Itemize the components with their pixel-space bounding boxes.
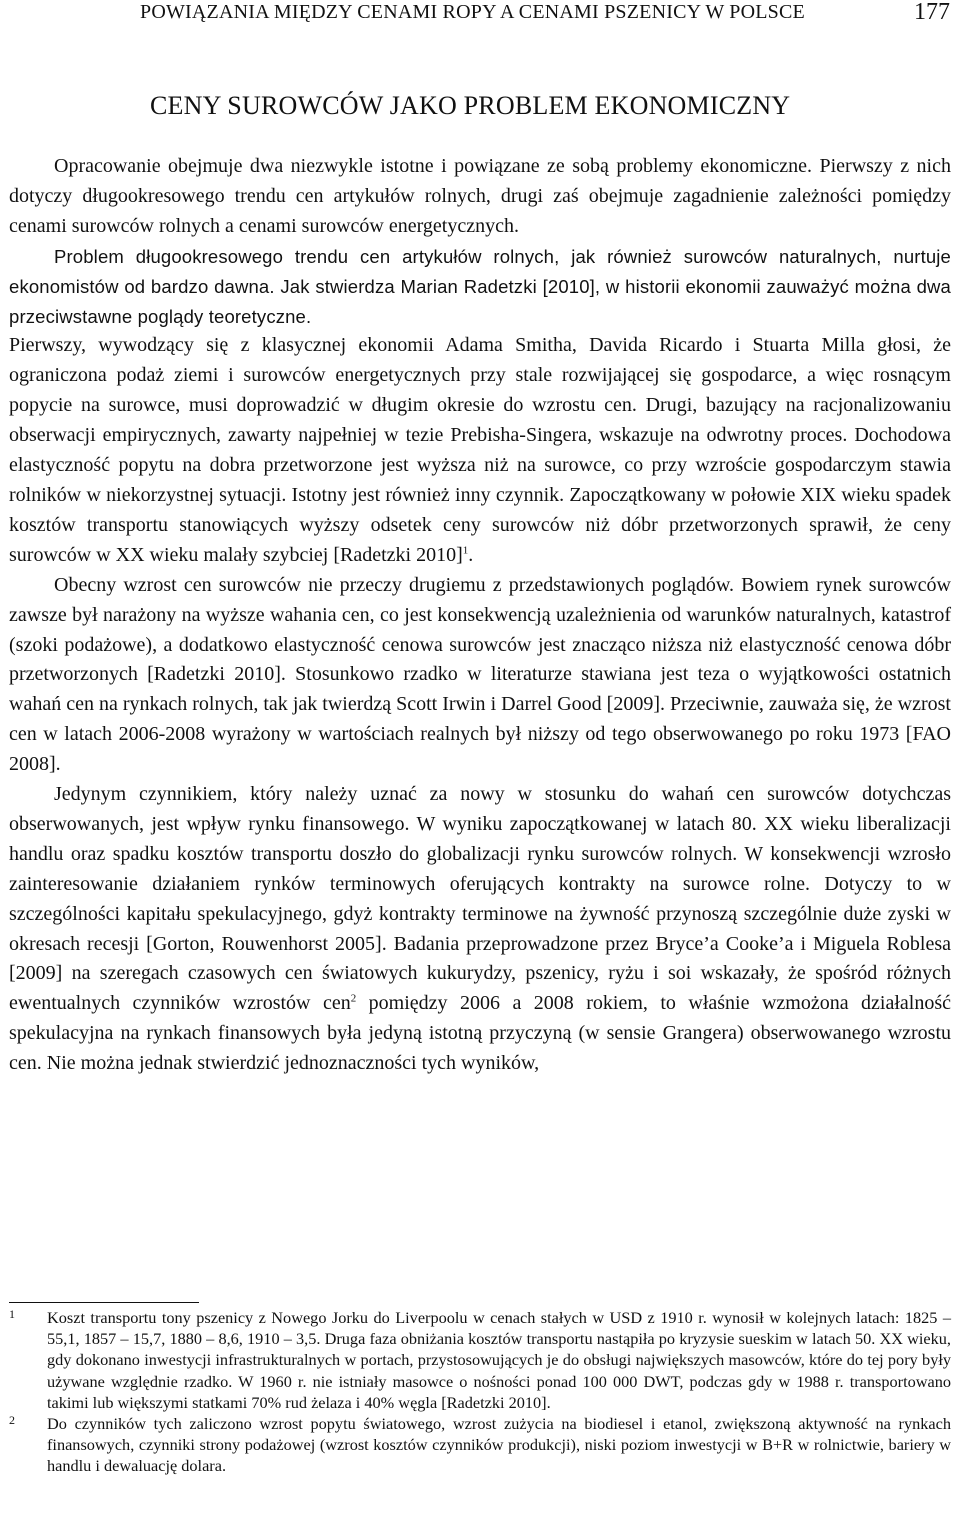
footnote-text: Koszt transportu tony pszenicy z Nowego Jorku do Liverpoolu w cenach stałych w USD z 1910 r. wynosił w kolejnych latach: 1825 – 55,1, 1857 – 15,7, 1880 – 8,6, 1910 – 3,5. Druga faza obniżania kosztów transportu nastąpiła po kryzysie sueskim w latach 50. XX wieku, gdy dokonano inwestycji infrastrukturalnych w portach, przystosowujących je do obsługi największych masowców, które do tej pory były używane względnie rzadko. W 1960 r. nie istniały masowce o nośności ponad 100 000 DWT, podczas gdy w 1988 r. transportowano takimi lub większymi statkami 70% rud żelaza i 40% węgla [Radetzki 2010]. xyxy=(47,1308,951,1412)
paragraph-1: Opracowanie obejmuje dwa niezwykle istotne i powiązane ze sobą problemy ekonomiczne. Pierwszy z nich dotyczy długookresowego trendu cen artykułów rolnych, drugi zaś obejmuje zagadnienie zależności pomiędzy cenami surowców rolnych a cenami surowców energetycznych. xyxy=(9,155,951,237)
footnotes xyxy=(9,1307,951,1477)
footnote-text: Do czynników tych zaliczono wzrost popytu światowego, wzrost zużycia na biodiesel i etanol, zwiększoną aktywność na rynkach finansowych, czynniki strony podażowej (wzrost kosztów czynników produkcji), niski poziom inwestycji w B+R w rolnictwie, bariery w handlu i dewaluację dolara. xyxy=(47,1414,951,1476)
page-number: 177 xyxy=(914,0,950,25)
running-title: POWIĄZANIA MIĘDZY CENAMI ROPY A CENAMI PSZENICY W POLSCE xyxy=(140,1,805,23)
paragraph-2-text: Pierwszy, wywodzący się z klasycznej ekonomii Adama Smitha, Davida Ricardo i Stuarta Milla głosi, że ograniczona podaż ziemi i surowców energetycznych przy stale rozwijającej się gospodarce, a więc rosnącym popycie na surowce, musi doprowadzić w długim okresie do wzrostu cen. Drugi, bazujący na racjonalizowaniu obserwacji empirycznych, zawarty najpełniej w tezie Prebisha-Singera, wskazuje na odwrotny proces. Dochodowa elastyczność popytu na dobra przetworzone jest wyższa niż na surowce, co przy wzroście gospodarczym stawia rolników w niekorzystnej sytuacji. Istotny jest również inny czynnik. Zapoczątkowany w połowie XIX wieku spadek kosztów transportu stanowiących wyższy odsetek ceny surowców niż dóbr przetworzonych sprawił, że ceny surowców w XX wieku malały szybciej [Radetzki 2010] xyxy=(9,334,951,566)
footnote-number: 1 xyxy=(9,1307,15,1321)
paragraph-4 xyxy=(9,780,951,1079)
section-title: CENY SUROWCÓW JAKO PROBLEM EKONOMICZNY xyxy=(150,91,791,120)
footnote-ref-2[interactable]: 2 xyxy=(350,992,357,1005)
running-header xyxy=(140,0,950,24)
footnote-2 xyxy=(9,1413,951,1477)
footnote-divider xyxy=(9,1302,199,1303)
footnote-1 xyxy=(9,1307,951,1413)
paragraph-2-continued xyxy=(9,331,951,570)
paragraph-3: Obecny wzrost cen surowców nie przeczy drugiemu z przedstawionych poglądów. Bowiem rynek surowców zawsze był narażony na wyższe wahania cen, co jest konsekwencją uzależnienia od warunków naturalnych, katastrof (szoki podażowe), a dodatkowo elastyczność cenowa surowców jest znacząco niższa niż elastyczność cenowa dóbr przetworzonych [Radetzki 2010]. Stosunkowo rzadko w literaturze stawiana jest teza o wyjątkowości ostatnich wahań cen na rynkach rolnych, tak jak twierdzą Scott Irwin i Darrel Good [2009]. Przeciwnie, zauważa się, że wzrost cen w latach 2006-2008 wyrażony w wartościach realnych był niższy od tego obserwowanego po roku 1973 [FAO 2008]. xyxy=(9,573,951,776)
paragraph-4-text-b: pomiędzy 2006 a 2008 rokiem, to właśnie wzmożona działalność spekulacyjna na rynkach finansowych była jedyną istotną przyczyną (w sensie Grangera) obserwowanego wzrostu cen. Nie można jednak stwierdzić jednoznaczności tych wyników, xyxy=(9,992,951,1075)
paragraph-2-end: . xyxy=(468,543,474,566)
footnote-number: 2 xyxy=(9,1413,15,1428)
paragraph-4-text-a: Jedynym czynnikiem, który należy uznać za nowy w stosunku do wahań cen surowców dotychczas obserwowanych, jest wpływ rynku finansowego. W wyniku zapoczątkowanej w latach 80. XX wieku liberalizacji handlu oraz spadku kosztów transportu doszło do globalizacji rynku surowców rolnych. W konsekwencji wzrosło zainteresowanie działaniem rynków terminowych oferujących kontrakty na surowce rolne. Dotyczy to w szczególności kapitału spekulacyjnego, gdyż kontrakty terminowe na żywność przynoszą szczególnie duże zyski w okresach recesji [Gorton, Rouwenhorst 2005]. Badania przeprowadzone przez Bryce’a Cooke’a i Miguela Roblesa [2009] na szeregach czasowych cen światowych kukurydzy, pszenicy, ryżu i soi wskazały, że spośród różnych ewentualnych czynników wzrostów cen xyxy=(9,783,951,1015)
paragraph-2-sans: Problem długookresowego trendu cen artykułów rolnych, jak również surowców naturalnych, nurtuje ekonomistów od bardzo dawna. Jak stwierdza Marian Radetzki [2010], w historii ekonomii zauważyć można dwa przeciwstawne poglądy teoretyczne. xyxy=(9,245,951,327)
footnote-ref-1[interactable]: 1 xyxy=(462,544,469,557)
body-text xyxy=(9,152,951,1079)
